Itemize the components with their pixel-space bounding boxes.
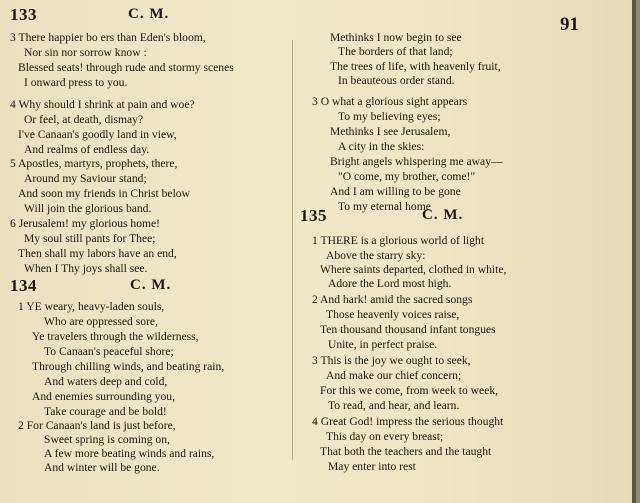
verse-line: 2 And hark! amid the sacred songs bbox=[312, 293, 473, 306]
verse-line: Through chilling winds, and beating rain, bbox=[32, 360, 225, 373]
hymn-number-133: 133 bbox=[10, 5, 37, 24]
verse-line: Will join the glorious band. bbox=[24, 202, 152, 215]
hymn-meter-133: C. M. bbox=[128, 6, 170, 22]
hymn-number-135: 135 bbox=[300, 206, 327, 225]
page-number: 91 bbox=[560, 14, 579, 35]
verse-line: Above the starry sky: bbox=[326, 249, 426, 262]
hymn-meter-134: C. M. bbox=[130, 277, 172, 293]
verse-line: Methinks I now begin to see bbox=[330, 31, 462, 44]
verse-line: And make our chief concern; bbox=[326, 369, 462, 382]
verse-line: To read, and hear, and learn. bbox=[328, 399, 460, 412]
verse-line: Sweet spring is coming on, bbox=[44, 433, 170, 446]
verse-line: 1 YE weary, heavy-laden souls, bbox=[18, 300, 165, 313]
verse-line: 3 This is the joy we ought to seek, bbox=[312, 354, 471, 367]
verse-line: Nor sin nor sorrow know : bbox=[24, 46, 147, 59]
verse-line: Or feel, at death, dismay? bbox=[24, 113, 144, 126]
verse-line: I onward press to you. bbox=[24, 76, 128, 89]
verse-line: May enter into rest bbox=[328, 460, 416, 473]
verse-line: The borders of that land; bbox=[338, 45, 453, 58]
verse-line: 6 Jerusalem! my glorious home! bbox=[10, 217, 161, 230]
verse-line: A city in the skies: bbox=[338, 140, 425, 153]
verse-line: That both the teachers and the taught bbox=[320, 445, 492, 458]
verse-line: 3 There happier bo ers than Eden's bloom, bbox=[10, 31, 206, 44]
verse-line: My soul still pants for Thee; bbox=[24, 232, 156, 245]
verse-line: And winter will be gone. bbox=[44, 461, 160, 474]
verse-line: "O come, my brother, come!" bbox=[338, 170, 476, 183]
verse-line: Adore the Lord most high. bbox=[328, 277, 452, 290]
verse-line: Blessed seats! through rude and stormy scenes bbox=[18, 61, 234, 74]
verse-line: In beauteous order stand. bbox=[338, 74, 455, 87]
verse-line: I've Canaan's goodly land in view, bbox=[18, 128, 177, 141]
verse-line: 3 O what a glorious sight appears bbox=[312, 95, 468, 108]
verse-line: 4 Great God! impress the serious thought bbox=[312, 415, 504, 428]
hymn-number-134: 134 bbox=[10, 276, 37, 295]
verse-line: Ye travelers through the wilderness, bbox=[32, 330, 199, 343]
verse-line: When I Thy joys shall see. bbox=[24, 262, 148, 275]
verse-line: And I am willing to be gone bbox=[330, 185, 461, 198]
verse-line: 5 Apostles, martyrs, prophets, there, bbox=[10, 157, 178, 170]
verse-line: Then shall my labors have an end, bbox=[18, 247, 177, 260]
verse-line: To my believing eyes; bbox=[338, 110, 441, 123]
verse-line: Methinks I see Jerusalem, bbox=[330, 125, 451, 138]
verse-line: 1 THERE is a glorious world of light bbox=[312, 234, 485, 247]
verse-line: And enemies surrounding you, bbox=[32, 390, 175, 403]
verse-line: Those heavenly voices raise, bbox=[326, 308, 460, 321]
verse-line: To my eternal home bbox=[338, 200, 431, 213]
verse-line: 4 Why should I shrink at pain and woe? bbox=[10, 98, 195, 111]
verse-line: Take courage and be bold! bbox=[44, 405, 167, 418]
verse-line: Around my Saviour stand; bbox=[24, 172, 147, 185]
verse-line: Ten thousand thousand infant tongues bbox=[320, 323, 496, 336]
verse-line: Where saints departed, clothed in white, bbox=[320, 263, 507, 276]
verse-line: Unite, in perfect praise. bbox=[328, 338, 438, 351]
verse-line: And soon my friends in Christ below bbox=[18, 187, 190, 200]
verse-line: A few more beating winds and rains, bbox=[44, 447, 215, 460]
verse-line: This day on every breast; bbox=[326, 430, 444, 443]
verse-line: Bright angels whispering me away— bbox=[330, 155, 503, 168]
verse-line: And realms of endless day. bbox=[24, 143, 150, 156]
verse-line: 2 For Canaan's land is just before, bbox=[18, 419, 176, 432]
column-divider bbox=[292, 40, 293, 460]
verse-line: Who are oppressed sore, bbox=[44, 315, 158, 328]
verse-line: For this we come, from week to week, bbox=[320, 384, 499, 397]
verse-line: And waters deep and cold, bbox=[44, 375, 168, 388]
verse-line: To Canaan's peaceful shore; bbox=[44, 345, 174, 358]
hymn-meter-135: C. M. bbox=[422, 207, 464, 223]
verse-line: The trees of life, with heavenly fruit, bbox=[330, 60, 501, 73]
page-edge bbox=[632, 0, 636, 503]
